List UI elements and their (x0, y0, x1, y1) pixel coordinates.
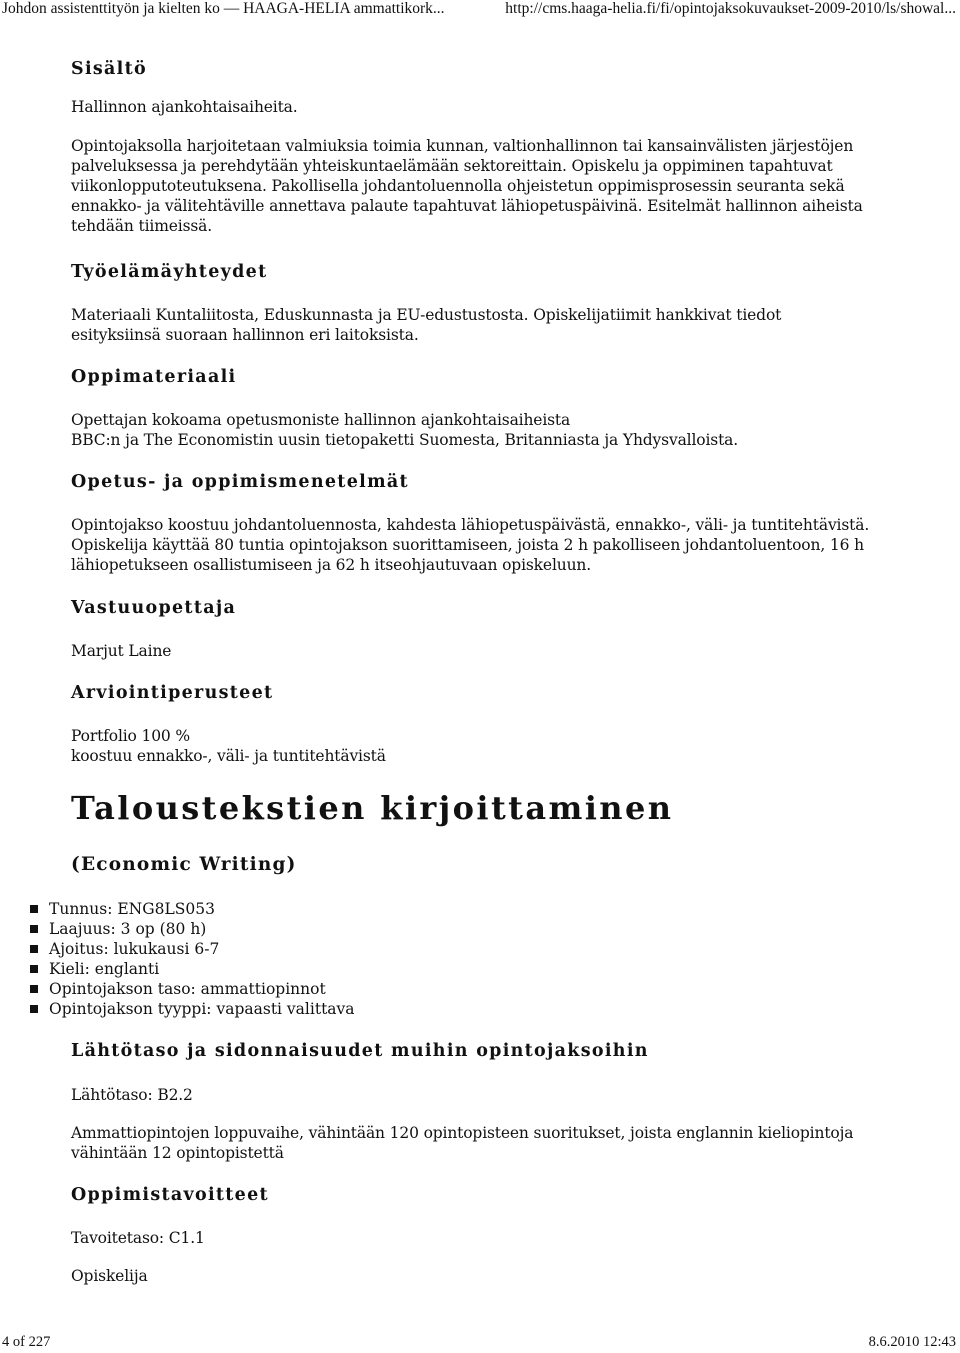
course-subtitle: (Economic Writing) (71, 854, 297, 875)
section-heading-menetelmat: Opetus- ja oppimismenetelmät (71, 472, 409, 492)
section-heading-oppimistavoitteet: Oppimistavoitteet (71, 1185, 269, 1205)
bullet-icon (30, 905, 38, 913)
text-line: Portfolio 100 % (71, 727, 191, 745)
text-line: viikonlopputoteutuksena. Pakollisella johdantoluennolla ohjeistetun oppimisprosessin seuranta sekä (71, 177, 845, 195)
fact-text: Ajoitus: lukukausi 6-7 (49, 940, 220, 958)
text-line: esityksiinsä suoraan hallinnon eri laitoksista. (71, 326, 419, 344)
text-line: Materiaali Kuntaliitosta, Eduskunnasta ja EU-edustustosta. Opiskelijatiimit hankkivat tiedot (71, 306, 782, 324)
list-item (0, 939, 355, 959)
page-counter: 4 of 227 (2, 1334, 51, 1350)
oppimistavoitteet-text: Opiskelija (71, 1267, 148, 1285)
vastuuopettaja-name: Marjut Laine (71, 642, 172, 660)
bullet-icon (30, 945, 38, 953)
section-heading-vastuuopettaja: Vastuuopettaja (71, 598, 237, 618)
sisalto-paragraph-1: Hallinnon ajankohtaisaiheita. (71, 98, 298, 116)
list-item (0, 959, 355, 979)
text-line: Opiskelija käyttää 80 tuntia opintojakson suorittamiseen, joista 2 h pakolliseen johdantoluentoon, 16 h (71, 536, 864, 554)
text-line: Opintojaksolla harjoitetaan valmiuksia toimia kunnan, valtionhallinnon tai kansainvälisten järjestöjen (71, 137, 854, 155)
text-line: tehdään tiimeissä. (71, 217, 213, 235)
text-line: Opettajan kokoama opetusmoniste hallinnon ajankohtaisaiheista (71, 411, 571, 429)
course-facts-list-wrap (0, 899, 355, 1019)
tyoelama-paragraph (71, 305, 781, 345)
text-line: Ammattiopintojen loppuvaihe, vähintään 120 opintopisteen suoritukset, joista englannin kieliopintoja (71, 1124, 854, 1142)
text-line: BBC:n ja The Economistin uusin tietopaketti Suomesta, Britanniasta ja Yhdysvalloista. (71, 431, 739, 449)
text-line: lähiopetukseen osallistumiseen ja 62 h itseohjautuvaan opiskeluun. (71, 556, 592, 574)
browser-print-footer (0, 1334, 960, 1353)
text-line: vähintään 12 opintopistettä (71, 1144, 284, 1162)
fact-text: Kieli: englanti (49, 960, 160, 978)
list-item (0, 979, 355, 999)
section-heading-tyoelamayhteydet: Työelämäyhteydet (71, 262, 268, 282)
fact-text: Opintojakson taso: ammattiopinnot (49, 980, 326, 998)
section-heading-lahtotaso: Lähtötaso ja sidonnaisuudet muihin opintojaksoihin (71, 1041, 649, 1061)
list-item (0, 899, 355, 919)
bullet-icon (30, 1005, 38, 1013)
oppimateriaali-paragraph (71, 410, 738, 450)
course-facts-list (0, 899, 355, 1019)
oppimistavoitteet-target: Tavoitetaso: C1.1 (71, 1229, 205, 1247)
course-title: Taloustekstien kirjoittaminen (71, 789, 674, 827)
lahtotaso-paragraph (71, 1123, 853, 1163)
section-heading-arviointiperusteet: Arviointiperusteet (71, 683, 274, 703)
text-line: Opintojakso koostuu johdantoluennosta, kahdesta lähiopetuspäivästä, ennakko-, väli- ja tuntitehtävistä. (71, 516, 870, 534)
bullet-icon (30, 925, 38, 933)
fact-text: Opintojakson tyyppi: vapaasti valittava (49, 1000, 355, 1018)
bullet-icon (30, 985, 38, 993)
section-heading-sisalto: Sisältö (71, 59, 147, 79)
bullet-icon (30, 965, 38, 973)
text-line: koostuu ennakko-, väli- ja tuntitehtävistä (71, 747, 386, 765)
section-heading-oppimateriaali: Oppimateriaali (71, 367, 237, 387)
text-line: ennakko- ja välitehtäville annettava palaute tapahtuvat lähiopetuspäivinä. Esitelmät hallinnon aiheista (71, 197, 863, 215)
list-item (0, 919, 355, 939)
browser-print-header (0, 0, 960, 24)
print-datetime: 8.6.2010 12:43 (868, 1334, 956, 1350)
header-page-title: Johdon assistenttityön ja kielten ko — HAAGA-HELIA ammattikork... (2, 0, 445, 17)
text-line: palveluksessa ja perehdytään yhteiskuntaelämään sektoreittain. Opiskelu ja oppiminen tapahtuvat (71, 157, 833, 175)
arviointi-paragraph (71, 726, 386, 766)
menetelmat-paragraph (71, 515, 869, 575)
header-url: http://cms.haaga-helia.fi/fi/opintojaksokuvaukset-2009-2010/ls/showal... (505, 0, 956, 17)
lahtotaso-level: Lähtötaso: B2.2 (71, 1086, 193, 1104)
fact-text: Tunnus: ENG8LS053 (49, 900, 215, 918)
fact-text: Laajuus: 3 op (80 h) (49, 920, 207, 938)
sisalto-paragraph-2 (71, 136, 863, 236)
list-item (0, 999, 355, 1019)
